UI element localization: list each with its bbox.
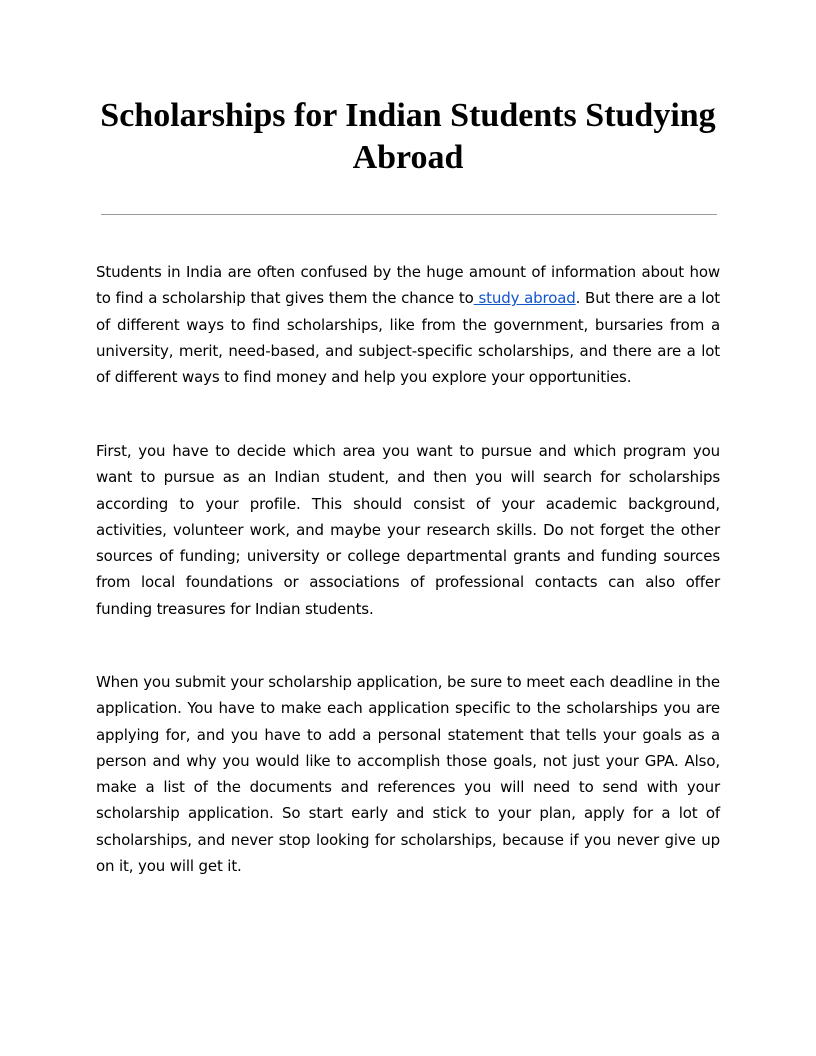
page-title: Scholarships for Indian Students Studying Abroad [100,97,716,176]
paragraph-application-tips: When you submit your scholarship application, be sure to meet each deadline in the application. You have to make each application specific to the scholarships you are applying for, and you have to add a personal statement that tells your goals as a person and why you would like to accomplish those goals, not just your GPA. Also, make a list of the documents and references you will need to send with your scholarship application. So start early and stick to your plan, apply for a lot of scholarships, and never stop looking for scholarships, because if you never give up on it, you will get it. [96,673,720,876]
paragraph-first-steps: First, you have to decide which area you want to pursue and which program you want to pursue as an Indian student, and then you will search for scholarships according to your profile. This should consist of your academic background, activities, volunteer work, and maybe your research skills. Do not forget the other sources of funding; university or college departmental grants and funding sources from local foundations or associations of professional contacts can also offer funding treasures for Indian students. [96,442,720,618]
study-abroad-link[interactable]: study abroad [473,289,576,308]
horizontal-divider [101,214,717,215]
paragraph-intro [96,259,720,390]
paragraph-intro-continued: . But there are a lot of different ways to find scholarships, like from the government, bursaries from a university, merit, need-based, and subject-specific scholarships, and there are a lot of different ways to find money and help you explore your opportunities. [96,289,720,387]
paragraph-intro-text: Students in India are often confused by the huge amount of information about how to find a scholarship that gives them the chance to [96,263,720,308]
